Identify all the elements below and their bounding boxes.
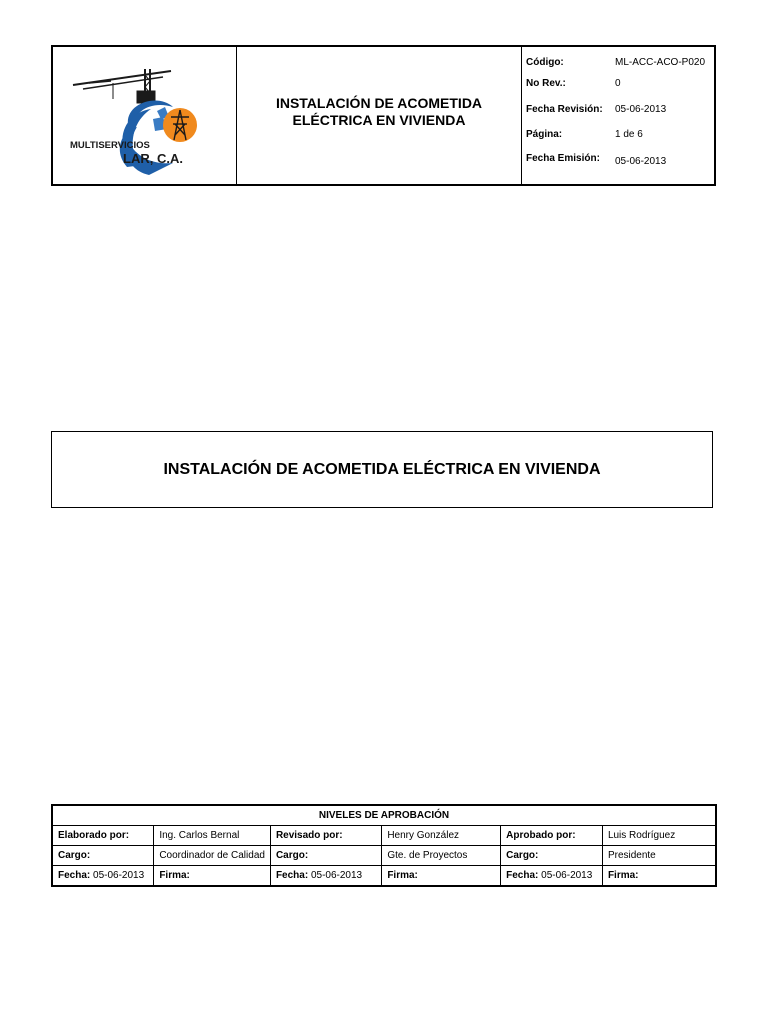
- meta-label: Fecha Revisión:: [526, 104, 603, 115]
- meta-value: 05-06-2013: [615, 104, 667, 115]
- cargo-aprobado-value: Presidente: [602, 846, 716, 866]
- header-title: [237, 47, 522, 184]
- fecha-cell: [52, 866, 154, 887]
- fecha-value: 05-06-2013: [310, 870, 363, 881]
- approval-row-persons: [52, 826, 716, 846]
- power-tower-icon: [163, 108, 197, 142]
- firma-label: Firma:: [382, 866, 501, 887]
- cargo-elaborado-value: Coordinador de Calidad: [154, 846, 271, 866]
- main-title-box: [51, 431, 713, 508]
- meta-value: 05-06-2013: [615, 156, 667, 167]
- firma-label: Firma:: [602, 866, 716, 887]
- fecha-cell: [270, 866, 381, 887]
- logo-text-lar: LAR, C.A.: [123, 151, 183, 166]
- header-title-line2: ELÉCTRICA EN VIVIENDA: [292, 111, 466, 128]
- aprobado-label: Aprobado por:: [501, 826, 603, 846]
- cargo-label: Cargo:: [52, 846, 154, 866]
- approval-table: [51, 804, 717, 887]
- fecha-cell: [501, 866, 603, 887]
- main-title: INSTALACIÓN DE ACOMETIDA ELÉCTRICA EN VIVIENDA: [163, 460, 601, 478]
- meta-value: ML-ACC-ACO-P020: [615, 57, 706, 68]
- company-logo-cell: [53, 47, 237, 184]
- approval-heading-row: [52, 805, 716, 826]
- approval-heading: NIVELES DE APROBACIÓN: [52, 805, 716, 826]
- fecha-label: Fecha:: [275, 870, 309, 881]
- fecha-label: Fecha:: [506, 870, 539, 881]
- fecha-label: Fecha:: [58, 870, 91, 881]
- meta-label: Página:: [526, 129, 563, 140]
- meta-row-pagina: [526, 129, 714, 143]
- revisado-value: Henry González: [382, 826, 501, 846]
- cargo-revisado-value: Gte. de Proyectos: [382, 846, 501, 866]
- meta-row-no-rev: [526, 78, 714, 92]
- fecha-value: 05-06-2013: [93, 870, 145, 881]
- document-metadata: [522, 47, 714, 184]
- meta-label: No Rev.:: [526, 78, 566, 89]
- aprobado-value: Luis Rodríguez: [602, 826, 716, 846]
- meta-label: Código:: [526, 57, 564, 68]
- meta-row-fecha-emision: [526, 153, 714, 167]
- crane-icon: [73, 69, 171, 103]
- elaborado-label: Elaborado por:: [52, 826, 154, 846]
- meta-value: 1 de 6: [615, 129, 643, 140]
- cargo-label: Cargo:: [501, 846, 603, 866]
- firma-label: Firma:: [154, 866, 271, 887]
- meta-row-fecha-revision: [526, 104, 714, 118]
- elaborado-value: Ing. Carlos Bernal: [154, 826, 271, 846]
- approval-row-fecha-firma: [52, 866, 716, 887]
- revisado-label: Revisado por:: [270, 826, 381, 846]
- document-header: [51, 45, 716, 186]
- cargo-label: Cargo:: [270, 846, 381, 866]
- logo-text-multiservicios: MULTISERVICIOS: [70, 140, 150, 151]
- meta-row-codigo: [526, 57, 714, 71]
- approval-row-cargo: [52, 846, 716, 866]
- company-logo: [53, 47, 234, 184]
- meta-label: Fecha Emisión:: [526, 153, 600, 164]
- fecha-value: 05-06-2013: [541, 870, 593, 881]
- header-title-line1: INSTALACIÓN DE ACOMETIDA: [275, 94, 483, 111]
- meta-value: 0: [615, 78, 621, 89]
